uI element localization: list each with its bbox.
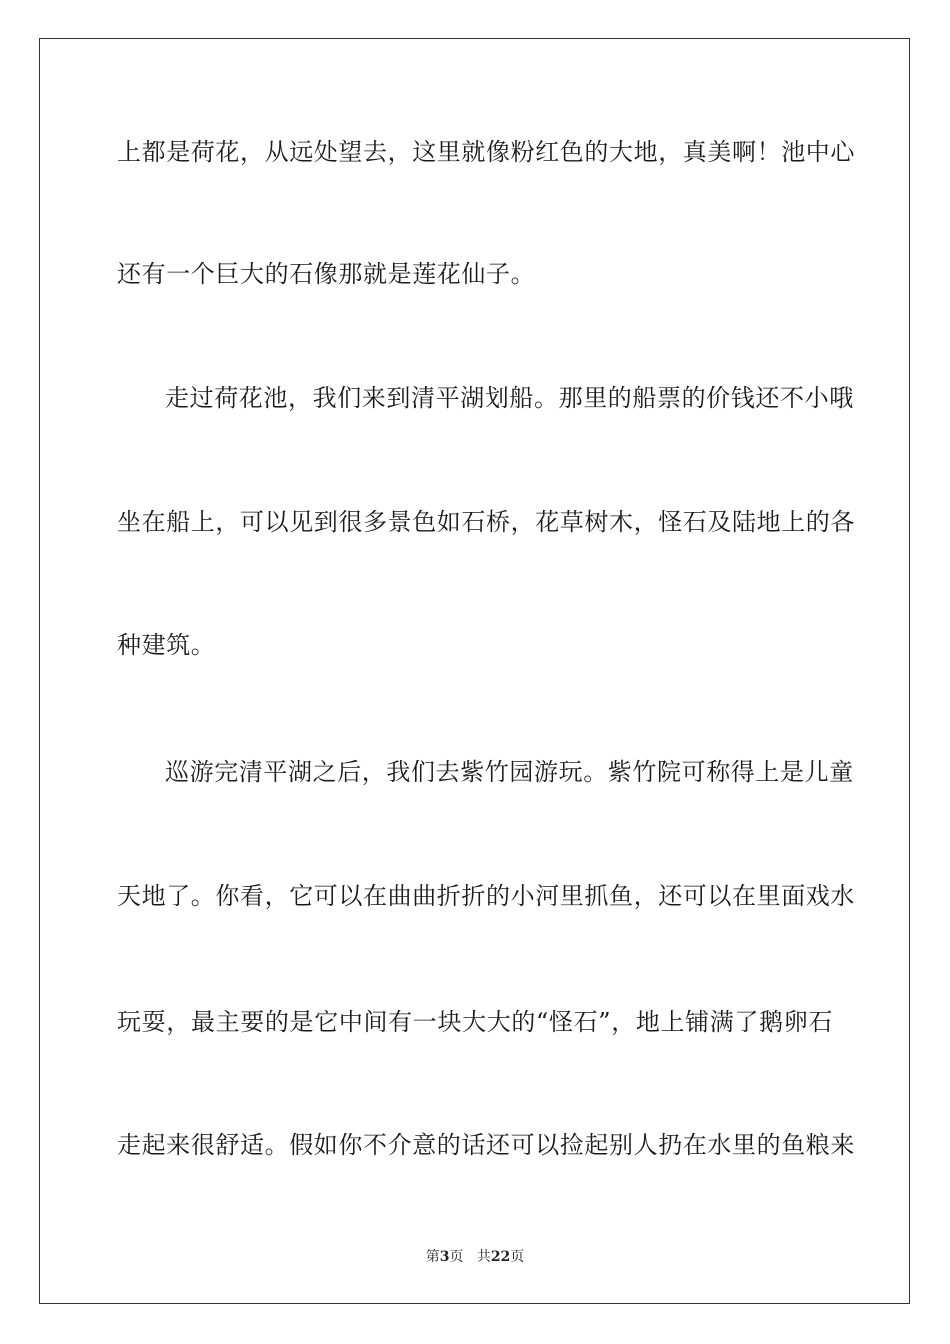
page-prefix: 第 xyxy=(425,1249,440,1265)
page-number: 3 xyxy=(439,1249,450,1265)
text-line: 玩耍，最主要的是它中间有一块大大的“怪石”，地上铺满了鹅卵石 xyxy=(117,1008,833,1036)
text-line: 还有一个巨大的石像那就是莲花仙子。 xyxy=(117,260,536,288)
paragraph-start-line: 走过荷花池，我们来到清平湖划船。那里的船票的价钱还不小哦 xyxy=(165,384,854,412)
text-line: 上都是荷花，从远处望去，这里就像粉红色的大地，真美啊！池中心 xyxy=(117,138,855,166)
paragraph-start-line: 巡游完清平湖之后，我们去紫竹园游玩。紫竹院可称得上是儿童 xyxy=(165,758,854,786)
total-prefix: 共 xyxy=(476,1249,491,1265)
total-suffix: 页 xyxy=(510,1249,525,1265)
text-line: 种建筑。 xyxy=(117,631,216,659)
text-line: 天地了。你看，它可以在曲曲折折的小河里抓鱼，还可以在里面戏水 xyxy=(117,882,855,910)
page-suffix: 页 xyxy=(449,1249,464,1265)
text-line: 走起来很舒适。假如你不介意的话还可以捡起别人扔在水里的鱼粮来 xyxy=(117,1131,855,1159)
page-footer xyxy=(0,1248,950,1266)
text-line: 坐在船上，可以见到很多景色如石桥，花草树木，怪石及陆地上的各 xyxy=(117,508,855,536)
page-border xyxy=(39,38,910,1304)
total-pages: 22 xyxy=(490,1249,511,1265)
